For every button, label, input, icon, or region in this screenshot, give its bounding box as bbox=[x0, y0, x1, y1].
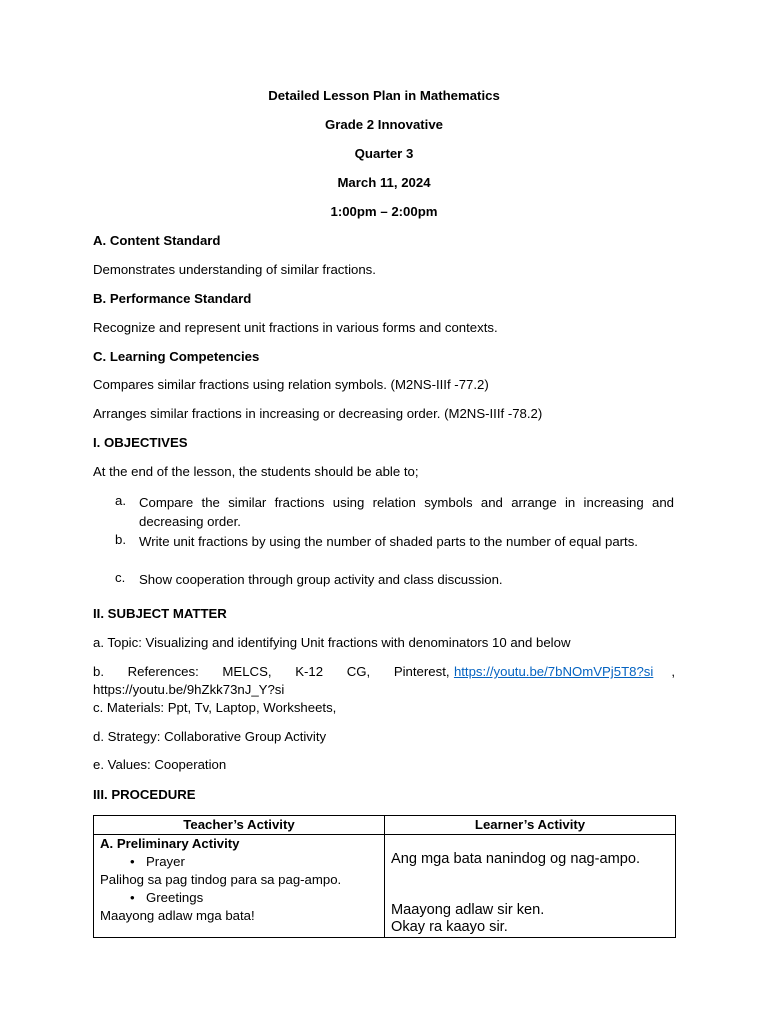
performance-standard-text: Recognize and represent unit fractions in various forms and contexts. bbox=[93, 320, 498, 335]
table-header-row bbox=[94, 816, 676, 835]
performance-standard-heading: B. Performance Standard bbox=[93, 291, 252, 306]
teacher-line: Palihog sa pag tindog para sa pag-ampo. bbox=[100, 872, 342, 887]
objectives-heading: I. OBJECTIVES bbox=[93, 435, 188, 450]
strategy-line: d. Strategy: Collaborative Group Activity bbox=[93, 729, 327, 744]
objective-text: Compare the similar fractions using relation symbols and arrange in increasing and decreasing order. bbox=[139, 495, 674, 529]
teacher-column-header: Teacher’s Activity bbox=[94, 816, 385, 835]
bullet-text: Greetings bbox=[146, 890, 204, 905]
references-line2: https://youtu.be/9hZkk73nJ_Y?si bbox=[93, 682, 285, 697]
references-separator: , bbox=[671, 664, 675, 679]
bullet-text: Prayer bbox=[146, 854, 185, 869]
references-line bbox=[93, 664, 675, 679]
content-standard-text: Demonstrates understanding of similar fractions. bbox=[93, 262, 376, 277]
objective-text: Write unit fractions by using the number of shaded parts to the number of equal parts. bbox=[139, 534, 638, 549]
values-line: e. Values: Cooperation bbox=[93, 757, 227, 772]
objectives-intro: At the end of the lesson, the students should be able to; bbox=[93, 464, 419, 479]
preliminary-activity-heading: A. Preliminary Activity bbox=[100, 836, 240, 851]
learning-competencies-heading: C. Learning Competencies bbox=[93, 349, 260, 364]
teacher-line: Maayong adlaw mga bata! bbox=[100, 908, 255, 923]
subject-matter-heading: II. SUBJECT MATTER bbox=[93, 606, 227, 621]
table-row bbox=[94, 835, 676, 938]
document-title: Detailed Lesson Plan in Mathematics bbox=[268, 88, 500, 103]
materials-line: c. Materials: Ppt, Tv, Laptop, Worksheets, bbox=[93, 700, 337, 715]
objective-marker: b. bbox=[115, 532, 126, 547]
grade-label: Grade 2 Innovative bbox=[325, 117, 443, 132]
reference-link[interactable]: https://youtu.be/7bNOmVPj5T8?si bbox=[453, 664, 654, 679]
objective-marker: c. bbox=[115, 570, 126, 585]
date-label: March 11, 2024 bbox=[337, 175, 431, 190]
learner-line: Ang mga bata nanindog og nag-ampo. bbox=[391, 851, 641, 867]
procedure-heading: III. PROCEDURE bbox=[93, 787, 196, 802]
time-label: 1:00pm – 2:00pm bbox=[330, 204, 438, 219]
learner-line: Maayong adlaw sir ken. bbox=[391, 902, 545, 918]
learner-line: Okay ra kaayo sir. bbox=[391, 919, 508, 935]
objective-text: Show cooperation through group activity and class discussion. bbox=[139, 572, 503, 587]
learner-column-header: Learner’s Activity bbox=[385, 816, 676, 835]
bullet-icon: • bbox=[130, 890, 135, 905]
teacher-activity-cell bbox=[94, 835, 385, 938]
references-prefix: b. References: MELCS, K-12 CG, Pinterest, bbox=[93, 664, 450, 679]
topic-line: a. Topic: Visualizing and identifying Unit fractions with denominators 10 and below bbox=[93, 635, 571, 650]
learner-activity-cell bbox=[385, 835, 676, 938]
bullet-icon: • bbox=[130, 854, 135, 869]
competency-item: Arranges similar fractions in increasing or decreasing order. (M2NS-IIIf -78.2) bbox=[93, 406, 543, 421]
objective-marker: a. bbox=[115, 493, 126, 508]
competency-item: Compares similar fractions using relation symbols. (M2NS-IIIf -77.2) bbox=[93, 377, 489, 392]
procedure-table bbox=[93, 815, 676, 938]
content-standard-heading: A. Content Standard bbox=[93, 233, 221, 248]
quarter-label: Quarter 3 bbox=[354, 146, 414, 161]
